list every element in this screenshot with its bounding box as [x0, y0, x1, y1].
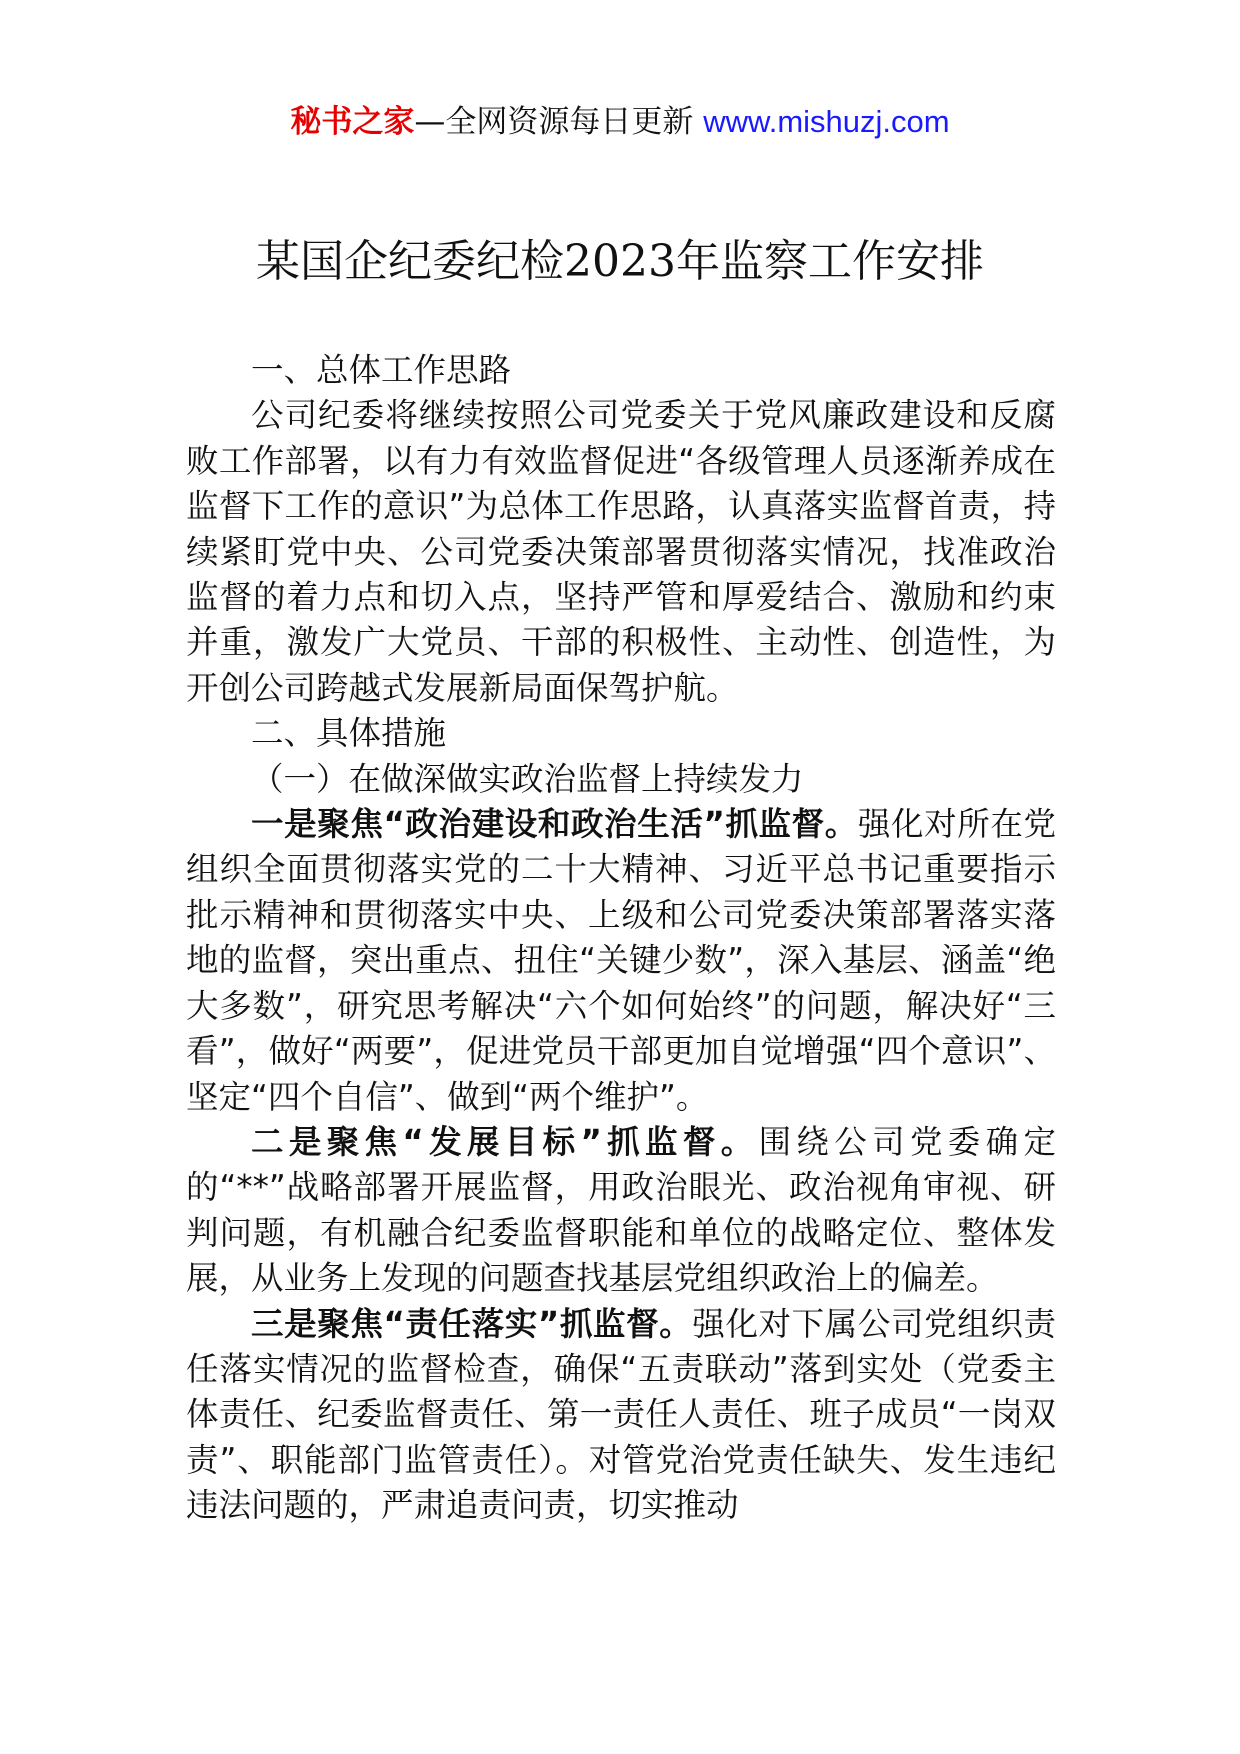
- measure-3-lead: 三是聚焦“责任落实”抓监督。: [251, 1304, 693, 1343]
- section-heading-specific-measures: 二、具体措施: [251, 714, 447, 753]
- paragraph-measure-3: [186, 1302, 1056, 1529]
- measure-2-lead: 二是聚焦“发展目标”抓监督。: [251, 1122, 759, 1161]
- measure-3-body: 强化对下属公司党组织责任落实情况的监督检查，确保“五责联动”落到实处（党委主体责任、纪委监督责任、第一责任人责任、班子成员“一岗双责”、职能部门监管责任）。对管党治党责任缺失、发生违纪违法问题的，严肃追责问责，切实推动: [186, 1304, 1056, 1525]
- document-title: 某国企纪委纪检2023年监察工作安排: [256, 236, 984, 287]
- site-url-link[interactable]: www.mishuzj.com: [703, 104, 950, 139]
- header-tagline: —全网资源每日更新: [414, 104, 704, 140]
- section-heading-overall-approach: 一、总体工作思路: [251, 351, 512, 389]
- site-header: [0, 100, 1240, 144]
- paragraph-measure-2: [186, 1120, 1056, 1302]
- measure-2-body: 围绕公司党委确定的“**”战略部署开展监督，用政治眼光、政治视角审视、研判问题，有机融合纪委监督职能和单位的战略定位、整体发展，从业务上发现的问题查找基层党组织政治上的偏差。: [186, 1122, 1056, 1298]
- measure-1-body: 强化对所在党组织全面贯彻落实党的二十大精神、习近平总书记重要指示批示精神和贯彻落实中央、上级和公司党委决策部署落实落地的监督，突出重点、扭住“关键少数”，深入基层、涵盖“绝大多数”，研究思考解决“六个如何始终”的问题，解决好“三看”，做好“两要”，促进党员干部更加自觉增强“四个意识”、坚定“四个自信”、做到“两个维护”。: [186, 805, 1056, 1116]
- paragraph-overall-approach: 公司纪委将继续按照公司党委关于党风廉政建设和反腐败工作部署，以有力有效监督促进“各级管理人员逐渐养成在监督下工作的意识”为总体工作思路，认真落实监督首责，持续紧盯党中央、公司党委决策部署贯彻落实情况，找准政治监督的着力点和切入点，坚持严管和厚爱结合、激励和约束并重，激发广大党员、干部的积极性、主动性、创造性，为开创公司跨越式发展新局面保驾护航。: [186, 396, 1056, 707]
- measure-1-lead: 一是聚焦“政治建设和政治生活”抓监督。: [251, 805, 858, 844]
- subsection-heading-political-supervision: （一）在做深做实政治监督上持续发力: [251, 759, 804, 798]
- paragraph-measure-1: [186, 802, 1056, 1120]
- document-body: [186, 348, 1056, 1529]
- brand-name: 秘书之家: [290, 104, 415, 140]
